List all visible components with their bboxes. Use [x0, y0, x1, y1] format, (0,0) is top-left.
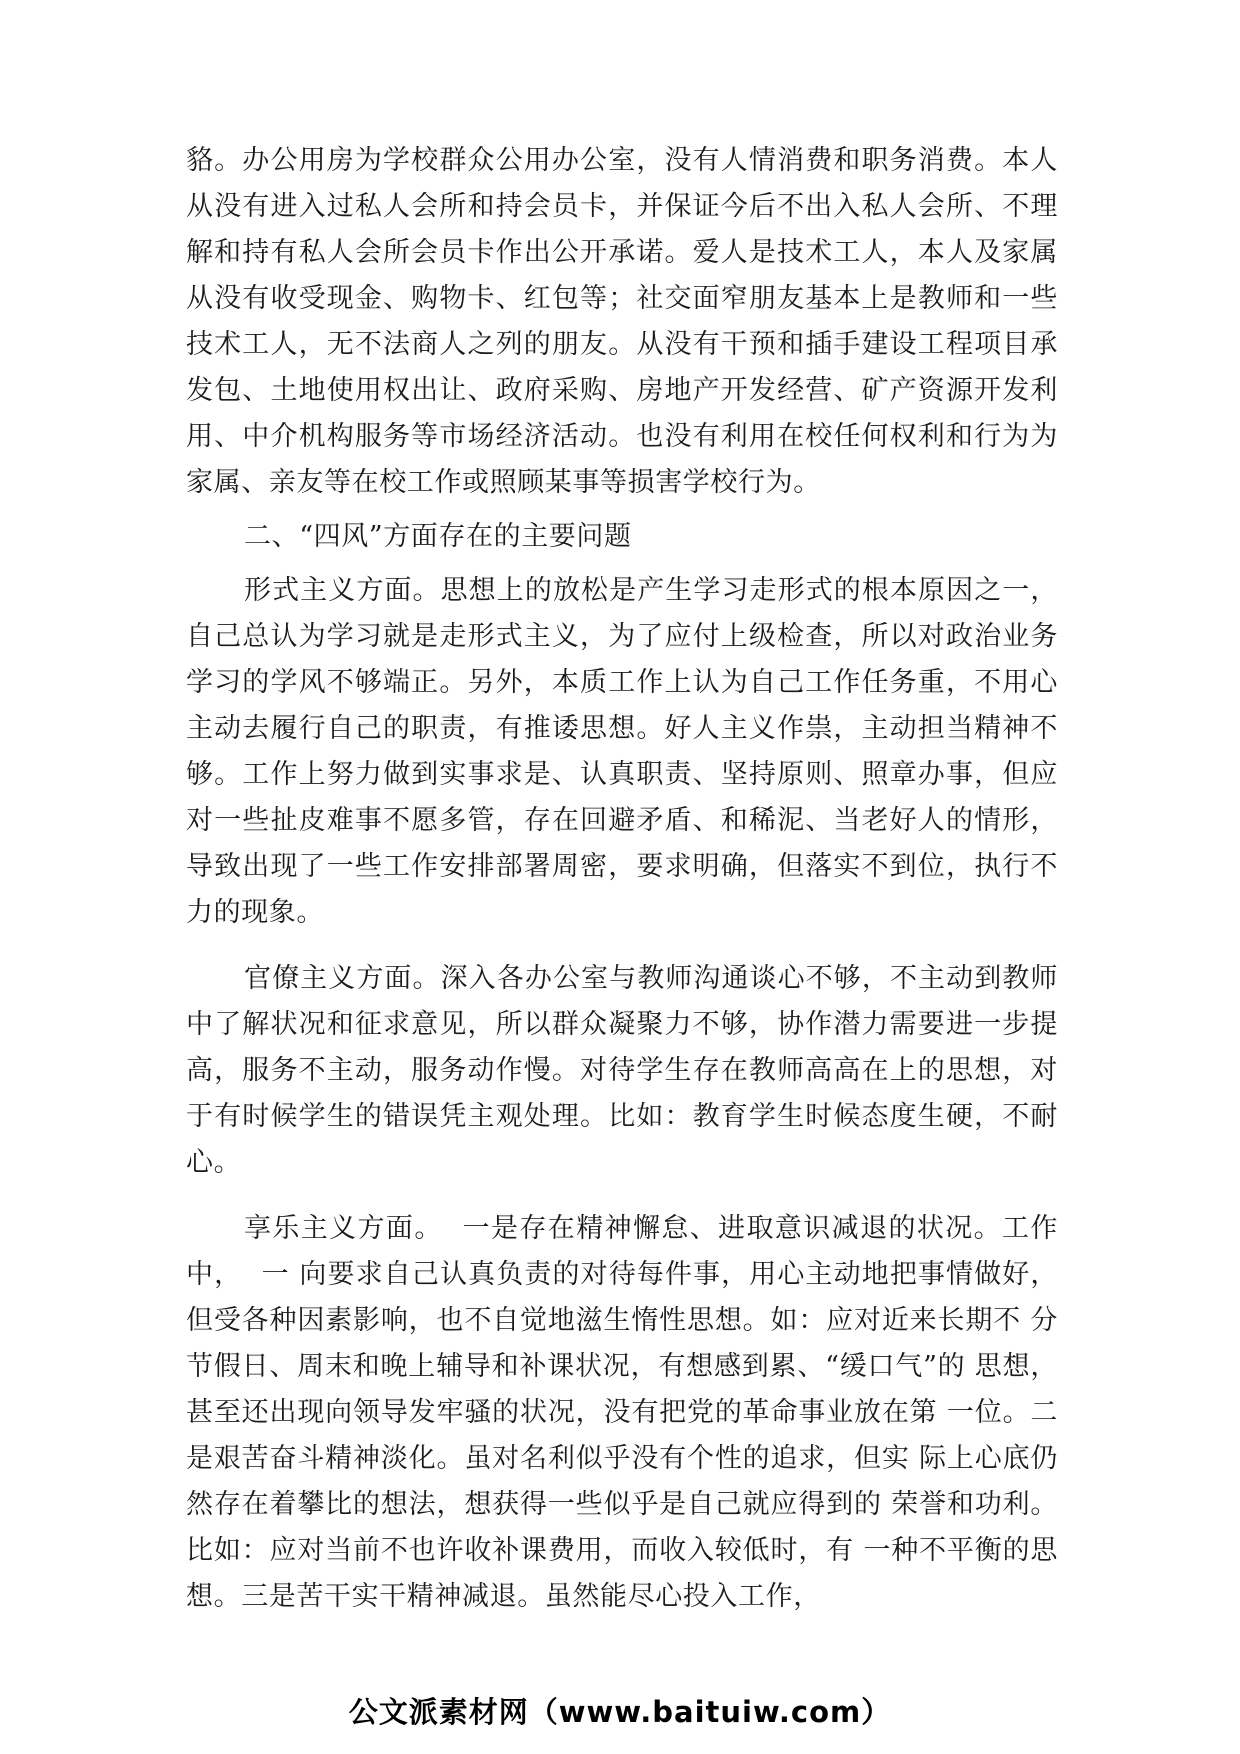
- watermark-footer: 公文派素材网（www.baituiw.com）: [348, 1695, 892, 1729]
- section-heading: 二、“四风”方面存在的主要问题: [244, 521, 632, 552]
- body-paragraph: 官僚主义方面。深入各办公室与教师沟通谈心不够，不主动到教师中了解状况和征求意见，所以群众凝聚力不够，协作潜力需要进一步提高，服务不主动，服务动作慢。对待学生存在教师高高在上的思想，对于有时候学生的错误凭主观处理。比如：教育学生时候态度生硬，不耐心。: [186, 963, 1058, 1178]
- body-paragraph: 形式主义方面。思想上的放松是产生学习走形式的根本原因之一，自己总认为学习就是走形式主义，为了应付上级检查，所以对政治业务学习的学风不够端正。另外，本质工作上认为自己工作任务重，不用心主动去履行自己的职责，有推诿思想。好人主义作祟，主动担当精神不够。工作上努力做到实事求是、认真职责、坚持原则、照章办事，但应对一些扯皮难事不愿多管，存在回避矛盾、和稀泥、当老好人的情形，导致出现了一些工作安排部署周密，要求明确，但落实不到位，执行不力的现象。: [186, 575, 1058, 928]
- document-body: [186, 138, 1077, 1620]
- body-paragraph: 享乐主义方面。 一是存在精神懈怠、进取意识减退的状况。工作中， 一 向要求自己认真负责的对待每件事，用心主动地把事情做好， 但受各种因素影响，也不自觉地滋生惰性思想。如：应对近来长期不 分节假日、周末和晚上辅导和补课状况，有想感到累、“缓口气”的 思想，甚至还出现向领导发牢骚的状况，没有把党的革命事业放在第 一位。二是艰苦奋斗精神淡化。虽对名利似乎没有个性的追求，但实 际上心底仍然存在着攀比的想法，想获得一些似乎是自己就应得到的 荣誉和功利。比如：应对当前不也许收补课费用，而收入较低时，有 一种不平衡的思想。三是苦干实干精神减退。虽然能尽心投入工作，: [186, 1213, 1077, 1612]
- body-paragraph: 貉。办公用房为学校群众公用办公室，没有人情消费和职务消费。本人从没有进入过私人会所和持会员卡，并保证今后不出入私人会所、不理解和持有私人会所会员卡作出公开承诺。爱人是技术工人，本人及家属从没有收受现金、购物卡、红包等；社交面窄朋友基本上是教师和一些技术工人，无不法商人之列的朋友。从没有干预和插手建设工程项目承发包、土地使用权出让、政府采购、房地产开发经营、矿产资源开发利用、中介机构服务等市场经济活动。也没有利用在校任何权利和行为为家属、亲友等在校工作或照顾某事等损害学校行为。: [186, 145, 1058, 498]
